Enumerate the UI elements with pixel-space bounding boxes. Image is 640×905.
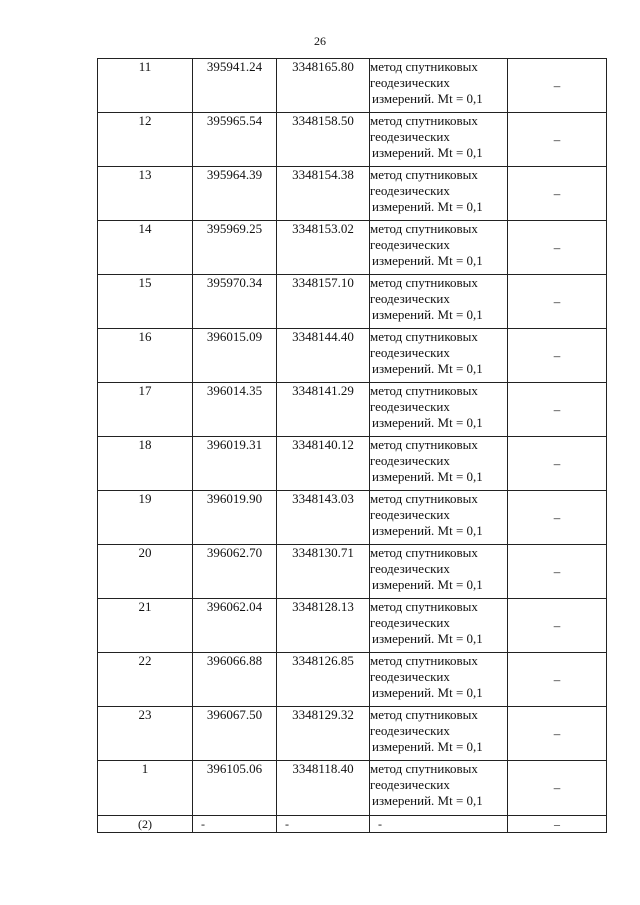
y-coordinate: 3348118.40 <box>277 761 370 816</box>
y-coordinate: 3348143.03 <box>277 491 370 545</box>
method-line-1: метод спутниковых <box>370 437 478 452</box>
method-line-1: метод спутниковых <box>370 167 478 182</box>
point-number: 15 <box>98 275 193 329</box>
value-dash: – <box>508 545 607 599</box>
method-line-1: метод спутниковых <box>370 329 478 344</box>
value-dash: – <box>508 383 607 437</box>
x-coordinate: 396062.04 <box>193 599 277 653</box>
method-line-1: метод спутниковых <box>370 491 478 506</box>
value-dash: – <box>508 329 607 383</box>
method-line-2: геодезических <box>370 345 450 360</box>
method-line-2: геодезических <box>370 777 450 792</box>
value-dash: – <box>508 221 607 275</box>
x-coordinate: 395969.25 <box>193 221 277 275</box>
table-row <box>98 761 607 816</box>
method-line-3: измерений. Mt = 0,1 <box>372 415 483 430</box>
method-line-2: геодезических <box>370 723 450 738</box>
point-number: 18 <box>98 437 193 491</box>
x-coordinate: 396067.50 <box>193 707 277 761</box>
method-line-1: метод спутниковых <box>370 275 478 290</box>
point-number: 14 <box>98 221 193 275</box>
method-line-3: измерений. Mt = 0,1 <box>372 631 483 646</box>
method-line-3: измерений. Mt = 0,1 <box>372 145 483 160</box>
method-description <box>370 599 508 653</box>
point-number: 13 <box>98 167 193 221</box>
point-number: 20 <box>98 545 193 599</box>
point-number: 1 <box>98 761 193 816</box>
method-line-1: метод спутниковых <box>370 707 478 722</box>
x-coordinate: 396015.09 <box>193 329 277 383</box>
table-row <box>98 383 607 437</box>
value-dash: – <box>508 113 607 167</box>
value-dash: – <box>508 761 607 816</box>
y-coordinate: 3348153.02 <box>277 221 370 275</box>
method-line-3: измерений. Mt = 0,1 <box>372 91 483 106</box>
x-coordinate: 395970.34 <box>193 275 277 329</box>
y-coordinate: 3348130.71 <box>277 545 370 599</box>
point-number: 11 <box>98 59 193 113</box>
table-row <box>98 707 607 761</box>
x-coordinate: 395965.54 <box>193 113 277 167</box>
method-line-2: геодезических <box>370 615 450 630</box>
table-row <box>98 59 607 113</box>
value-dash: – <box>508 275 607 329</box>
y-coordinate: 3348129.32 <box>277 707 370 761</box>
x-coordinate: 395941.24 <box>193 59 277 113</box>
y-coordinate: 3348157.10 <box>277 275 370 329</box>
page-number: 26 <box>314 34 326 48</box>
x-coordinate: 395964.39 <box>193 167 277 221</box>
table-row <box>98 113 607 167</box>
y-coordinate: 3348158.50 <box>277 113 370 167</box>
method-description <box>370 437 508 491</box>
value-dash: – <box>508 437 607 491</box>
footer-method: - <box>370 816 508 833</box>
y-coordinate: 3348141.29 <box>277 383 370 437</box>
method-description <box>370 275 508 329</box>
method-line-3: измерений. Mt = 0,1 <box>372 577 483 592</box>
method-description <box>370 491 508 545</box>
y-coordinate: 3348154.38 <box>277 167 370 221</box>
coordinates-table <box>97 58 607 833</box>
x-coordinate: 396019.90 <box>193 491 277 545</box>
value-dash: – <box>508 653 607 707</box>
y-coordinate: 3348140.12 <box>277 437 370 491</box>
method-description <box>370 329 508 383</box>
point-number: 19 <box>98 491 193 545</box>
method-line-1: метод спутниковых <box>370 653 478 668</box>
method-line-2: геодезических <box>370 507 450 522</box>
point-number: 17 <box>98 383 193 437</box>
y-coordinate: 3348128.13 <box>277 599 370 653</box>
method-line-1: метод спутниковых <box>370 59 478 74</box>
method-line-1: метод спутниковых <box>370 113 478 128</box>
method-description <box>370 113 508 167</box>
method-line-1: метод спутниковых <box>370 599 478 614</box>
method-description <box>370 59 508 113</box>
x-coordinate: 396066.88 <box>193 653 277 707</box>
method-line-2: геодезических <box>370 399 450 414</box>
method-description <box>370 707 508 761</box>
method-line-3: измерений. Mt = 0,1 <box>372 469 483 484</box>
point-number: 12 <box>98 113 193 167</box>
method-description <box>370 545 508 599</box>
footer-x-coordinate: - <box>193 816 277 833</box>
method-line-2: геодезических <box>370 183 450 198</box>
table-row <box>98 653 607 707</box>
method-line-2: геодезических <box>370 75 450 90</box>
point-number: 22 <box>98 653 193 707</box>
table-body <box>98 59 607 833</box>
table-row <box>98 491 607 545</box>
method-line-1: метод спутниковых <box>370 221 478 236</box>
method-line-2: геодезических <box>370 129 450 144</box>
table-row <box>98 275 607 329</box>
method-line-3: измерений. Mt = 0,1 <box>372 739 483 754</box>
method-description <box>370 167 508 221</box>
method-description <box>370 653 508 707</box>
y-coordinate: 3348165.80 <box>277 59 370 113</box>
method-line-1: метод спутниковых <box>370 761 478 776</box>
table-row <box>98 221 607 275</box>
point-number: 23 <box>98 707 193 761</box>
table-row <box>98 599 607 653</box>
x-coordinate: 396062.70 <box>193 545 277 599</box>
value-dash: – <box>508 59 607 113</box>
method-description <box>370 383 508 437</box>
point-number: 16 <box>98 329 193 383</box>
method-line-3: измерений. Mt = 0,1 <box>372 523 483 538</box>
y-coordinate: 3348144.40 <box>277 329 370 383</box>
footer-value: – <box>508 816 607 833</box>
point-number: 21 <box>98 599 193 653</box>
value-dash: – <box>508 707 607 761</box>
method-line-3: измерений. Mt = 0,1 <box>372 361 483 376</box>
method-line-2: геодезических <box>370 291 450 306</box>
table-row <box>98 167 607 221</box>
method-description <box>370 761 508 816</box>
method-line-3: измерений. Mt = 0,1 <box>372 793 483 808</box>
method-line-2: геодезических <box>370 669 450 684</box>
x-coordinate: 396105.06 <box>193 761 277 816</box>
footer-point-number: (2) <box>98 816 193 833</box>
method-description <box>370 221 508 275</box>
method-line-2: геодезических <box>370 453 450 468</box>
y-coordinate: 3348126.85 <box>277 653 370 707</box>
x-coordinate: 396019.31 <box>193 437 277 491</box>
table-row <box>98 437 607 491</box>
method-line-1: метод спутниковых <box>370 545 478 560</box>
method-line-3: измерений. Mt = 0,1 <box>372 307 483 322</box>
method-line-1: метод спутниковых <box>370 383 478 398</box>
value-dash: – <box>508 167 607 221</box>
table-row <box>98 329 607 383</box>
footer-y-coordinate: - <box>277 816 370 833</box>
method-line-3: измерений. Mt = 0,1 <box>372 253 483 268</box>
table-footer-row <box>98 816 607 833</box>
method-line-2: геодезических <box>370 561 450 576</box>
value-dash: – <box>508 599 607 653</box>
method-line-3: измерений. Mt = 0,1 <box>372 199 483 214</box>
table-row <box>98 545 607 599</box>
value-dash: – <box>508 491 607 545</box>
method-line-2: геодезических <box>370 237 450 252</box>
method-line-3: измерений. Mt = 0,1 <box>372 685 483 700</box>
x-coordinate: 396014.35 <box>193 383 277 437</box>
